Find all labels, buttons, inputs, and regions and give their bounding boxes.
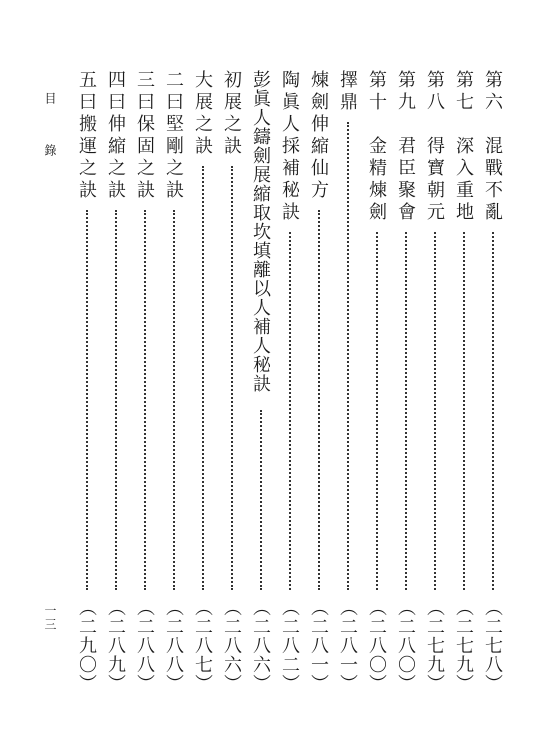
toc-entry-text: 第七 深入重地 <box>453 70 474 224</box>
dotted-leader <box>434 232 436 590</box>
toc-entry-page: （二八〇） <box>395 598 416 693</box>
toc-entry-text: 五曰搬運之訣 <box>76 70 97 202</box>
toc-entry-page: （二八六） <box>221 598 242 693</box>
dotted-leader <box>231 166 233 590</box>
toc-entry-page: （二八七） <box>192 598 213 693</box>
toc-entry-page: （二八八） <box>134 598 155 693</box>
toc-entry-page: （二七九） <box>453 598 474 693</box>
dotted-leader <box>289 232 291 590</box>
dotted-leader <box>144 210 146 590</box>
dotted-leader <box>115 210 117 590</box>
dotted-leader <box>376 232 378 590</box>
toc-entry-page: （二八一） <box>308 598 329 693</box>
toc-entry-page: （二七八） <box>482 598 503 693</box>
toc-entry-text: 四曰伸縮之訣 <box>105 70 126 202</box>
toc-entry-text: 第十 金精煉劍 <box>366 70 387 224</box>
toc-entry-text: 彭眞人鑄劍展縮取坎填離以人補人秘訣 <box>250 70 271 393</box>
dotted-leader <box>405 232 407 590</box>
toc-entry-page: （二八二） <box>279 598 300 693</box>
toc-entry-text: 第六 混戰不亂 <box>482 70 503 224</box>
toc-entry-text: 陶眞人採補秘訣 <box>279 70 300 224</box>
toc-entry-text: 三曰保固之訣 <box>134 70 155 202</box>
dotted-leader <box>463 232 465 590</box>
toc-entry-text: 第九 君臣聚會 <box>395 70 416 224</box>
toc-entry-page: （二九〇） <box>76 598 97 693</box>
toc-entry-text: 擇鼎 <box>337 70 358 114</box>
margin-page-number: 一三 <box>43 604 57 632</box>
toc-entry-page: （二八一） <box>337 598 358 693</box>
dotted-leader <box>202 166 204 590</box>
margin-title: 目 錄 <box>43 92 57 174</box>
dotted-leader <box>347 122 349 590</box>
dotted-leader <box>318 210 320 590</box>
toc-entry-text: 大展之訣 <box>192 70 213 158</box>
toc-entry-text: 初展之訣 <box>221 70 242 158</box>
toc-entry-page: （二八六） <box>250 598 271 693</box>
toc-entry-text: 煉劍伸縮仙方 <box>308 70 329 202</box>
toc-entry-text: 二曰堅剛之訣 <box>163 70 184 202</box>
dotted-leader <box>173 210 175 590</box>
dotted-leader <box>260 410 262 590</box>
toc-entry-page: （二八八） <box>163 598 184 693</box>
toc-entry-page: （二七九） <box>424 598 445 693</box>
toc-entry-page: （二八〇） <box>366 598 387 693</box>
toc-entry-page: （二八九） <box>105 598 126 693</box>
toc-entry-text: 第八 得寶朝元 <box>424 70 445 224</box>
dotted-leader <box>492 232 494 590</box>
dotted-leader <box>86 210 88 590</box>
